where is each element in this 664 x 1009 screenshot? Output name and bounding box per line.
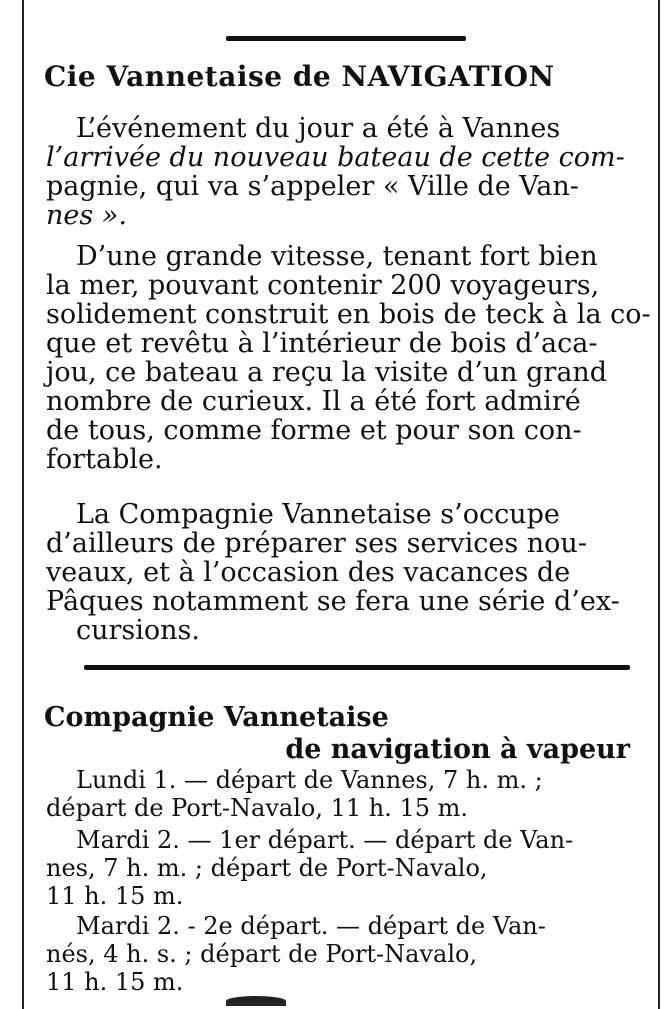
text-line: nes ». <box>46 200 127 231</box>
text-line: la mer, pouvant contenir 200 voyageurs, <box>46 270 600 301</box>
text-line: cursions. <box>76 615 200 646</box>
article-paragraph-2 <box>46 241 651 475</box>
schedule-entry-1 <box>46 766 632 822</box>
text-line: La Compagnie Vannetaise s’occupe <box>76 499 560 530</box>
schedule-entry-2 <box>46 826 632 910</box>
text-line: L’événement du jour a été à Vannes <box>76 113 561 144</box>
text-line: nes, 7 h. m. ; départ de Port-Navalo, <box>46 854 488 882</box>
article-title-line-2: de navigation à vapeur <box>285 734 630 765</box>
text-line: jou, ce bateau a reçu la visite d’un grand <box>46 357 608 388</box>
text-line: Lundi 1. — départ de Vannes, 7 h. m. ; <box>76 766 543 794</box>
article-paragraph-1 <box>46 114 632 230</box>
text-line: 11 h. 15 m. <box>46 882 184 910</box>
text-line: l’arrivée du nouveau bateau de cette com- <box>46 142 625 173</box>
text-line: départ de Port-Navalo, 11 h. 15 m. <box>46 794 469 822</box>
column-rule-left <box>22 0 24 1009</box>
text-line: pagnie, qui va s’appeler « Ville de Van- <box>46 171 579 202</box>
text-line: Mardi 2. — 1er départ. — départ de Van- <box>76 826 574 854</box>
text-line: D’une grande vitesse, tenant fort bien <box>76 241 598 272</box>
schedule-entry-3 <box>46 912 632 996</box>
text-line: fortable. <box>46 444 163 475</box>
text-line: nombre de curieux. Il a été fort admiré <box>46 386 581 417</box>
text-line: veaux, et à l’occasion des vacances de <box>46 557 571 588</box>
article-title-navigation: Cie Vannetaise de NAVIGATION <box>44 60 555 93</box>
text-line: 11 h. 15 m. <box>46 968 184 996</box>
text-line: Pâques notamment se fera une série d’ex- <box>46 586 620 617</box>
text-line: d’ailleurs de préparer ses services nou- <box>46 528 587 559</box>
article-title-line-1: Compagnie Vannetaise <box>44 702 389 733</box>
text-line: que et revêtu à l’intérieur de bois d’aca- <box>46 328 598 359</box>
text-line: Mardi 2. - 2e départ. — départ de Van- <box>76 912 546 940</box>
article-paragraph-3 <box>46 500 632 645</box>
cut-off-text-fragment <box>226 996 286 1006</box>
column-rule-right <box>658 0 660 1009</box>
text-line: nés, 4 h. s. ; départ de Port-Navalo, <box>46 940 478 968</box>
separator-rule-middle <box>84 665 630 670</box>
separator-rule-top <box>226 36 466 41</box>
text-line: solidement construit en bois de teck à la co- <box>46 299 651 330</box>
text-line: de tous, comme forme et pour son con- <box>46 415 582 446</box>
